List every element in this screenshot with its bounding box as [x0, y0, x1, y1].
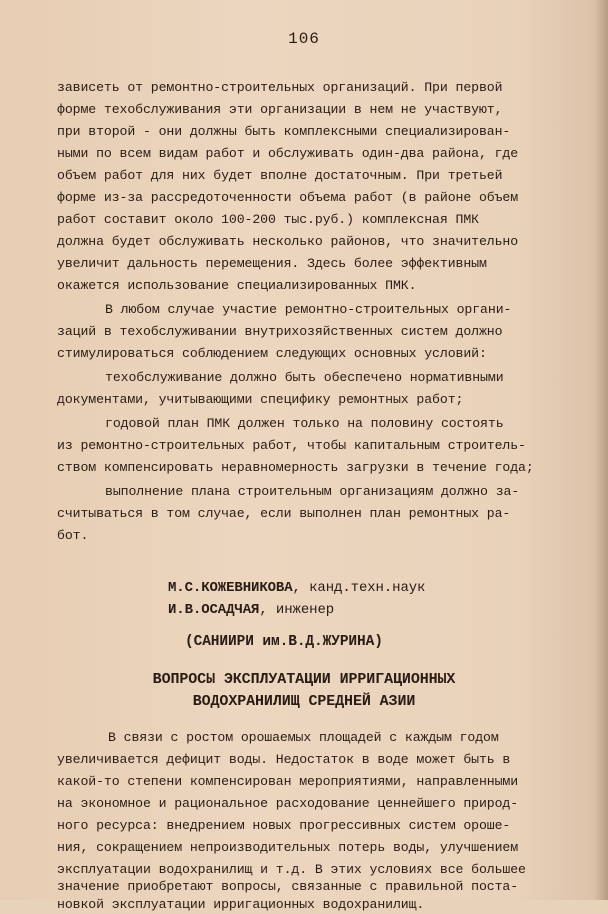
text-line: какой-то степени компенсирован мероприятиями, направленными: [57, 774, 519, 789]
text-line: выполнение плана строительным организациям должно за-: [105, 484, 520, 499]
text-line: объем работ для них будет вполне достаточным. При третьей: [57, 168, 503, 183]
text-line: из ремонтно-строительных работ, чтобы капитальным строитель-: [57, 438, 526, 453]
text-line: работ составит около 100-200 тыс.руб.) комплексная ПМК: [57, 212, 479, 227]
text-line: бот.: [57, 528, 89, 543]
text-line: считываться в том случае, если выполнен план ремонтных ра-: [57, 506, 511, 521]
text-line: увеличит дальность перемещения. Здесь более эффективным: [57, 256, 487, 271]
text-line: заций в техобслуживании внутрихозяйственных систем должно: [57, 324, 503, 339]
text-line: должна будет обслуживать несколько районов, что значительно: [57, 234, 519, 249]
text-line: ными по всем видам работ и обслуживать один-два района, где: [57, 146, 519, 161]
author-name: И.В.ОСАДЧАЯ: [168, 602, 260, 618]
text-line: значение приобретают вопросы, связанные с правильной поста-: [57, 879, 519, 894]
text-line: ного ресурса: внедрением новых прогрессивных систем ороше-: [57, 818, 511, 833]
page-edge-shadow: [594, 0, 608, 900]
text-line: увеличивается дефицит воды. Недостаток в воде может быть в: [57, 752, 511, 767]
text-line: техобслуживание должно быть обеспечено нормативными: [105, 370, 504, 385]
text-line: зависеть от ремонтно-строительных организаций. При первой: [57, 80, 503, 95]
author-line: [168, 600, 334, 620]
text-line: на экономное и рациональное расходование ценнейшего природ-: [57, 796, 519, 811]
title-line: ВОДОХРАНИЛИЩ СРЕДНЕЙ АЗИИ: [192, 693, 416, 710]
affiliation: (САНИИРИ им.В.Д.ЖУРИНА): [185, 634, 383, 650]
author-line: [168, 578, 425, 598]
author-title: , инженер: [259, 602, 335, 618]
text-line: форме из-за рассредоточенности объема работ (в районе объем: [57, 190, 519, 205]
title-line: ВОПРОСЫ ЭКСПЛУАТАЦИИ ИРРИГАЦИОННЫХ: [152, 671, 456, 688]
text-line: годовой план ПМК должен только на половину состоять: [105, 416, 504, 431]
text-line: новкой эксплуатации ирригационных водохранилищ.: [57, 897, 425, 912]
text-line: при второй - они должны быть комплексными специализирован-: [57, 124, 511, 139]
text-line: ния, сокращением непроизводительных потерь воды, улучшением: [57, 840, 519, 855]
author-name: М.С.КОЖЕВНИКОВА: [168, 580, 293, 596]
author-title: , канд.техн.наук: [292, 580, 426, 596]
text-line: документами, учитывающими специфику ремонтных работ;: [57, 392, 464, 407]
text-line: В связи с ростом орошаемых площадей с каждым годом: [108, 730, 499, 745]
page-number: 106: [288, 30, 320, 48]
text-line: В любом случае участие ремонтно-строительных органи-: [105, 302, 512, 317]
text-line: форме техобслуживания эти организации в нем не участвуют,: [57, 102, 503, 117]
text-line: окажется использование специализированных ПМК.: [57, 278, 417, 293]
text-line: эксплуатации водохранилищ и т.д. В этих условиях все большее: [57, 862, 526, 877]
text-line: стимулироваться соблюдением следующих основных условий:: [57, 346, 487, 361]
text-line: ством компенсировать неравномерность загрузки в течение года;: [57, 460, 534, 475]
